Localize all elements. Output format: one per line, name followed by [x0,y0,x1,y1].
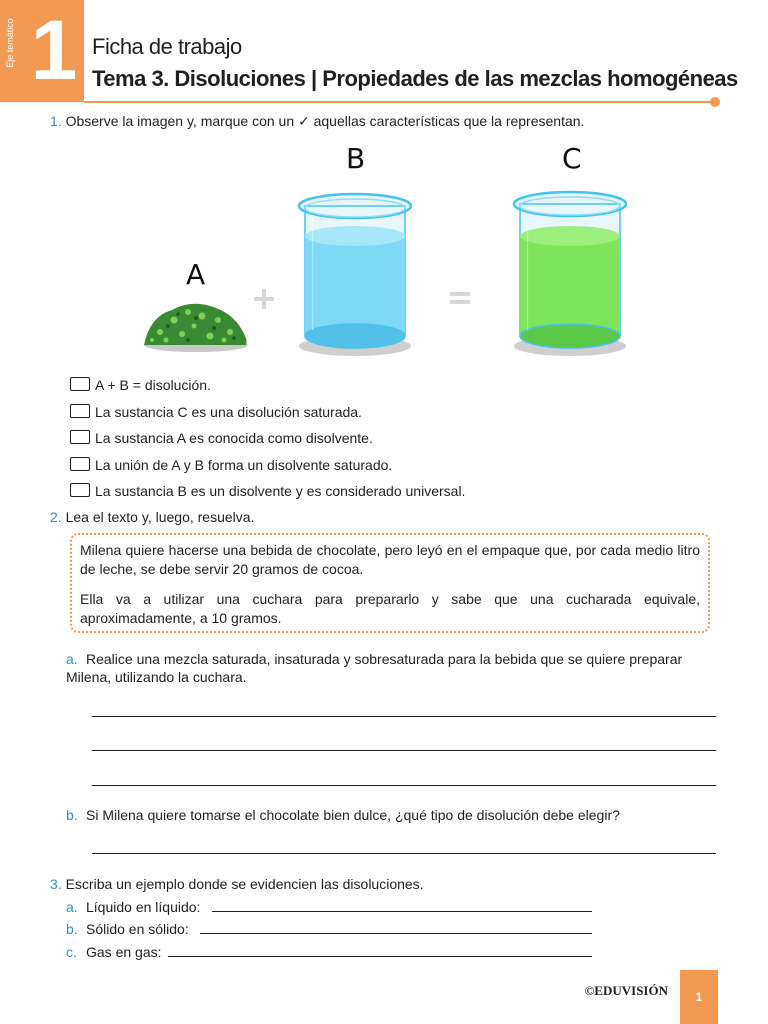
example-label: Sólido en sólido: [86,921,189,937]
option-text: A + B = disolución. [95,377,211,393]
option-checkbox[interactable] [70,483,90,497]
example-item [66,898,200,916]
question-prompt: Escriba un ejemplo donde se evidencien las disoluciones. [65,876,424,892]
option-row [70,456,392,474]
topic-title: Tema 3. Disoluciones | Propiedades de las mezclas homogéneas [92,66,738,91]
question-prompt: Lea el texto y, luego, resuelva. [65,509,255,525]
question-2 [50,508,254,526]
option-text: La unión de A y B forma un disolvente saturado. [95,457,393,473]
answer-line[interactable] [92,716,716,717]
answer-line[interactable] [92,785,716,786]
option-row [70,403,362,421]
substance-a-solid [144,304,248,352]
option-checkbox[interactable] [70,404,90,418]
answer-line[interactable] [92,853,716,854]
answer-line[interactable] [92,750,716,751]
option-row [70,482,465,500]
header-rule [84,101,712,103]
beaker-c-solution [514,192,626,356]
example-item [66,943,162,961]
eje-tematico-label: Eje temático [5,18,15,68]
question-1 [50,112,584,130]
subquestion-text: Realice una mezcla saturada, insaturada y sobresaturada para la bebida que se quiere preparar Milena, utilizando la cuchara. [66,651,683,685]
question-3 [50,875,424,893]
question-number: 1. [50,113,62,129]
example-item [66,920,189,938]
example-letter: a. [66,899,78,915]
answer-line[interactable] [200,933,592,934]
example-label: Líquido en líquido: [86,899,201,915]
question-number: 2. [50,509,62,525]
option-row [70,429,373,447]
plus-sign [254,289,274,309]
answer-line[interactable] [212,911,592,912]
page-number: 1 [680,970,718,1024]
answer-line[interactable] [168,956,592,957]
label-c: C [562,142,582,175]
question-prompt: Observe la imagen y, marque con un ✓ aquellas características que la representan. [65,113,585,129]
example-letter: b. [66,921,78,937]
example-label: Gas en gas: [86,944,162,960]
subquestion-letter: a. [66,651,78,667]
equals-sign [450,292,470,304]
subquestion-text: Si Milena quiere tomarse el chocolate bien dulce, ¿qué tipo de disolución debe elegir? [86,807,620,823]
example-letter: c. [66,944,77,960]
worksheet-title: Ficha de trabajo [92,34,242,59]
option-text: La sustancia A es conocida como disolvente. [95,430,373,446]
subquestion-a [66,650,716,686]
reading-paragraph-1: Milena quiere hacerse una bebida de chocolate, pero leyó en el empaque que, por cada medio litro de leche, se debe servir 20 gramos de cocoa. [80,542,700,577]
option-checkbox[interactable] [70,457,90,471]
label-b: B [346,142,366,175]
option-checkbox[interactable] [70,430,90,444]
beaker-b-water [299,194,411,356]
option-row [70,376,211,394]
option-text: La sustancia B es un disolvente y es considerado universal. [95,483,466,499]
reading-paragraph-2: Ella va a utilizar una cuchara para prepararlo y sabe que una cucharada equivale, aproximadamente, a 10 gramos. [80,591,700,626]
eje-number: 1 [30,3,78,97]
option-checkbox[interactable] [70,377,90,391]
subquestion-b [66,806,716,824]
subquestion-letter: b. [66,807,78,823]
question-number: 3. [50,876,62,892]
publisher-credit: ©EDUVISIÓN [584,983,668,998]
label-a: A [186,258,206,291]
header-rule-dot [710,97,720,107]
option-text: La sustancia C es una disolución saturada. [95,404,362,420]
